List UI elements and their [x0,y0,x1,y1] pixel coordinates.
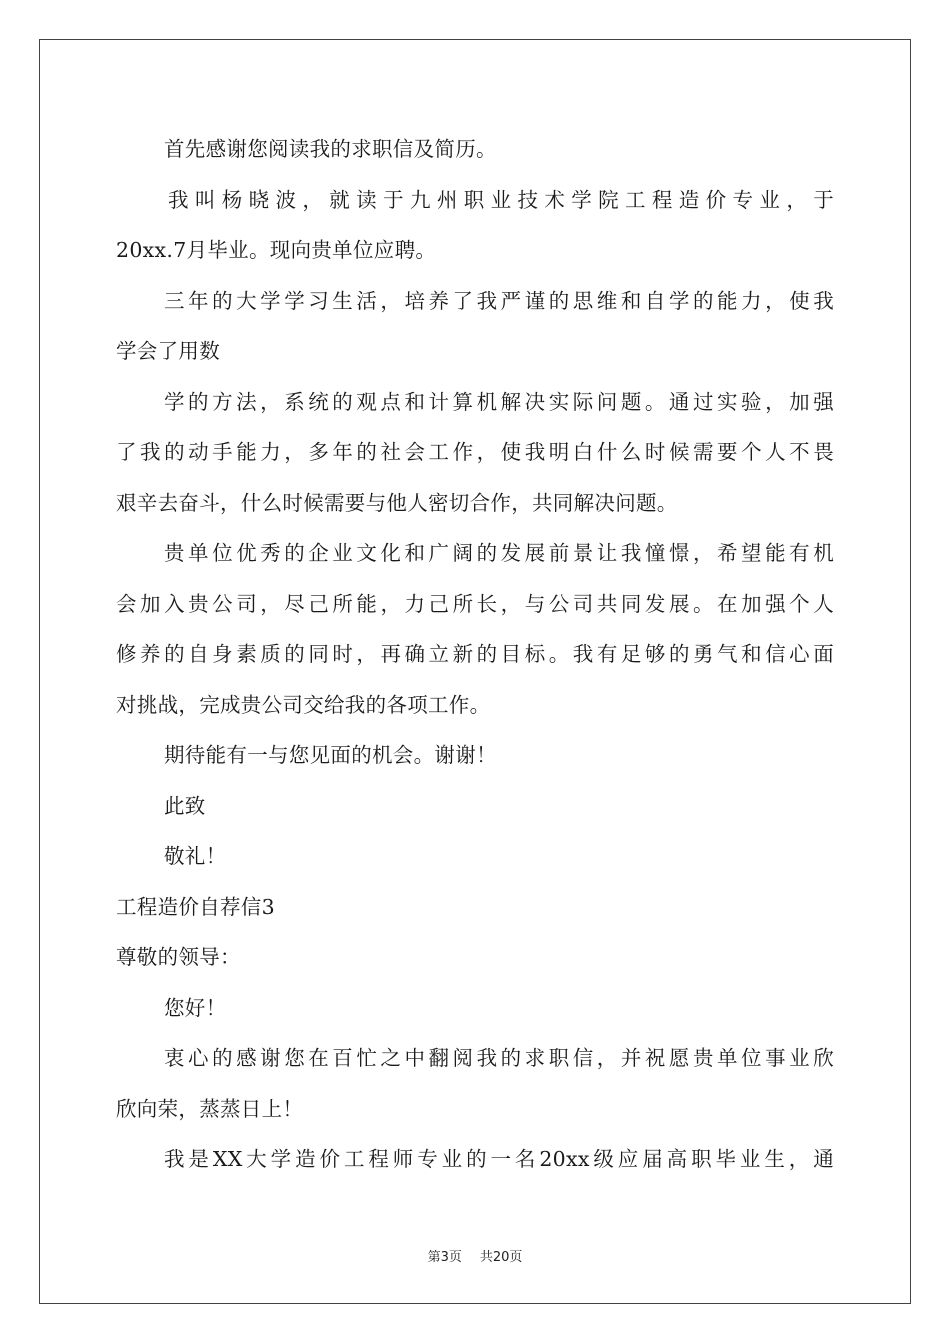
paragraph-line: 学会了用数 [116,339,220,363]
paragraph-line: 修养的自身素质的同时，再确立新的目标。我有足够的勇气和信心面 [116,642,834,666]
paragraph-line: 学的方法，系统的观点和计算机解决实际问题。通过实验，加强 [164,389,834,414]
paragraph-line: 艰辛去奋斗，什么时候需要与他人密切合作，共同解决问题。 [116,490,678,515]
paragraph-line: 三年的大学学习生活，培养了我严谨的思维和自学的能力，使我 [164,288,834,313]
section-title: 工程造价自荐信3 [116,894,275,919]
paragraph-line: 我是XX大学造价工程师专业的一名20xx级应届高职毕业生，通 [164,1147,834,1171]
paragraph-line: 了我的动手能力，多年的社会工作，使我明白什么时候需要个人不畏 [116,440,834,464]
paragraph-line: 贵单位优秀的企业文化和广阔的发展前景让我憧憬，希望能有机 [164,541,834,565]
greeting-line: 您好！ [164,995,227,1020]
document-body [116,124,834,1185]
greeting-line: 尊敬的领导： [116,945,241,969]
paragraph-line: 衷心的感谢您在百忙之中翻阅我的求职信，并祝愿贵单位事业欣 [164,1046,834,1070]
salutation-line: 此致 [164,793,206,818]
paragraph-line: 首先感谢您阅读我的求职信及简历。 [164,137,497,161]
paragraph-line: 会加入贵公司，尽己所能，力己所长，与公司共同发展。在加强个人 [116,591,834,616]
page-total: 共20页 [479,1250,523,1265]
page-footer [0,1246,950,1265]
paragraph-line: 欣向荣，蒸蒸日上！ [116,1096,304,1121]
paragraph-line: 期待能有一与您见面的机会。谢谢！ [164,743,497,767]
page-number: 第3页 [427,1250,462,1265]
paragraph-line: 对挑战，完成贵公司交给我的各项工作。 [116,692,491,717]
paragraph-line: 20xx.7月毕业。现向贵单位应聘。 [116,238,437,262]
paragraph-line: 我叫杨晓波，就读于九州职业技术学院工程造价专业，于 [168,187,834,212]
salutation-line: 敬礼！ [164,844,227,868]
